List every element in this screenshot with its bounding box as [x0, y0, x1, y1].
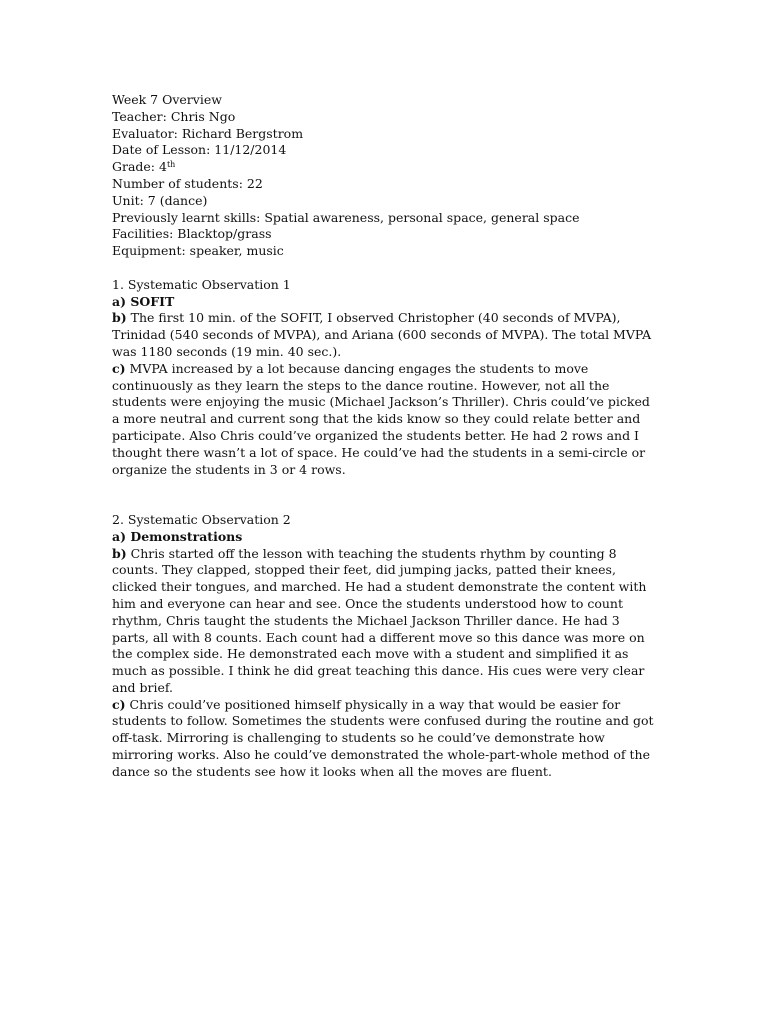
section1-b-paragraph — [112, 310, 657, 360]
evaluator-line: Evaluator: Richard Bergstrom — [112, 125, 304, 141]
section2-heading: 2. Systematic Observation 2 — [112, 511, 291, 527]
teacher-line: Teacher: Chris Ngo — [112, 108, 236, 124]
grade-text: Grade: 4 — [112, 159, 167, 175]
unit-line: Unit: 7 (dance) — [112, 192, 208, 208]
facilities-line: Facilities: Blacktop/grass — [112, 226, 272, 242]
section2-b-label: b) — [112, 545, 127, 561]
section2-c-label: c) — [112, 696, 126, 712]
section2-b-text: Chris started off the lesson with teaching the students rhythm by counting 8 counts. They clapped, stopped their feet, did jumping jacks, patted their knees, clicked their tongues, and marched. He had a student demonstrate the content with him and everyone can hear and see. Once the students understood how to count rhythm, Chris taught the students the Michael Jackson Thriller dance. He had 3 parts, all with 8 counts. Each count had a different move so this dance was more on the complex side. He demonstrated each move with a student and simplified it as much as possible. I think he did great teaching this dance. His cues were very clear and brief. — [112, 545, 647, 695]
section1-b-text: The first 10 min. of the SOFIT, I observed Christopher (40 seconds of MVPA), Trinidad (540 seconds of MVPA), and Ariana (600 seconds of MVPA). The total MVPA was 1180 seconds (19 min. 40 sec.). — [112, 310, 652, 359]
student-count-line: Number of students: 22 — [112, 175, 263, 191]
grade-line — [112, 159, 657, 176]
grade-superscript: th — [166, 160, 176, 170]
equipment-line: Equipment: speaker, music — [112, 243, 284, 259]
section1-c-text: MVPA increased by a lot because dancing engages the students to move continuously as they learn the steps to the dance routine. However, not all the students were enjoying the music (Michael Jackson’s Thriller). Chris could’ve picked a more neutral and current song that the kids know so they could relate better and participate. Also Chris could’ve organized the students better. He had 2 rows and I thought there wasn’t a lot of space. He could’ve had the students in a semi-circle or organize the students in 3 or 4 rows. — [112, 360, 650, 477]
section1-b-label: b) — [112, 310, 127, 326]
spacer — [112, 260, 657, 277]
section1-c-paragraph — [112, 361, 657, 479]
section1-heading: 1. Systematic Observation 1 — [112, 276, 291, 292]
skills-line: Previously learnt skills: Spatial awareness, personal space, general space — [112, 209, 580, 225]
spacer — [112, 478, 657, 512]
section1-c-label: c) — [112, 360, 126, 376]
document-page — [112, 92, 657, 781]
section2-c-paragraph — [112, 697, 657, 781]
section1-a-label: a) SOFIT — [112, 293, 175, 309]
lesson-date-line: Date of Lesson: 11/12/2014 — [112, 142, 287, 158]
section2-b-paragraph — [112, 546, 657, 697]
document-title: Week 7 Overview — [112, 92, 222, 107]
section2-c-text: Chris could’ve positioned himself physically in a way that would be easier for students to follow. Sometimes the students were confused during the routine and got off-task. Mirroring is challenging to students so he could’ve demonstrate how mirroring works. Also he could’ve demonstrated the whole-part-whole method of the dance so the students see how it looks when all the moves are fluent. — [112, 696, 654, 779]
section2-a-label: a) Demonstrations — [112, 528, 243, 544]
